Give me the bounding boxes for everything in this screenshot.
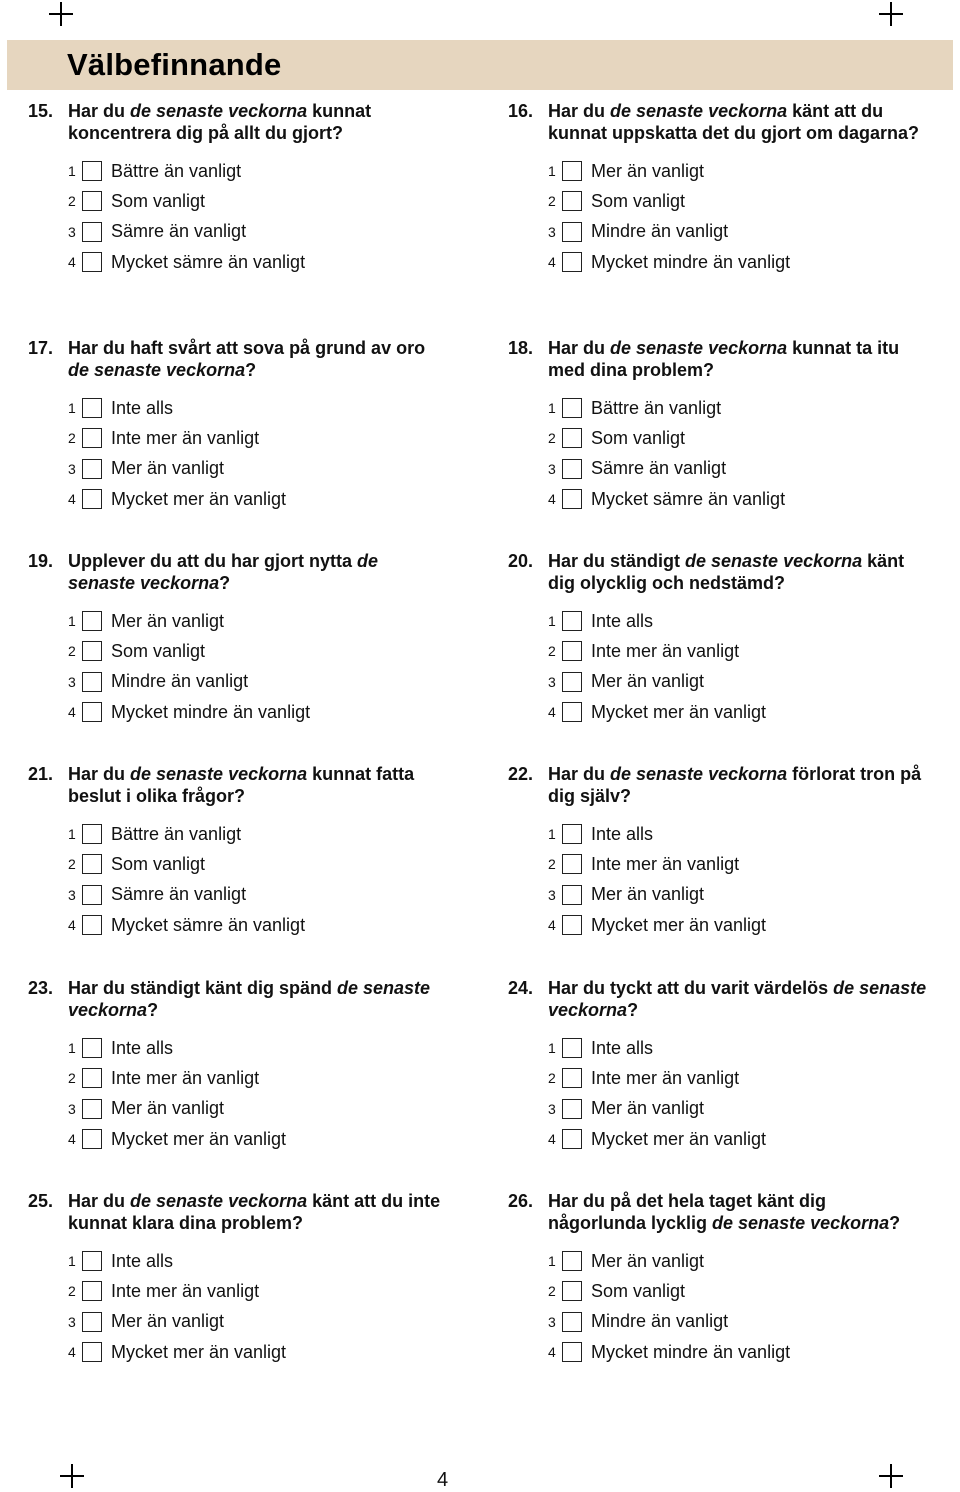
answer-option[interactable] — [68, 819, 448, 849]
option-number: 4 — [68, 254, 76, 271]
option-number: 2 — [68, 643, 76, 660]
option-checkbox[interactable] — [562, 854, 582, 874]
option-checkbox[interactable] — [82, 1342, 102, 1362]
option-number: 2 — [68, 430, 76, 447]
answer-options — [28, 393, 448, 514]
question-block — [28, 1190, 448, 1367]
answer-options — [28, 606, 448, 727]
answer-option[interactable] — [68, 454, 448, 484]
option-number: 3 — [68, 223, 76, 240]
option-number: 2 — [548, 430, 556, 447]
option-checkbox[interactable] — [562, 428, 582, 448]
option-number: 4 — [68, 491, 76, 508]
option-label: Som vanligt — [591, 190, 686, 211]
question-block — [508, 1190, 928, 1367]
question-emphasis: de senaste veckorna — [68, 551, 379, 593]
question-block — [508, 100, 928, 277]
option-checkbox[interactable] — [82, 1281, 102, 1301]
answer-option[interactable] — [68, 1337, 448, 1367]
question-text-part: känt dig olycklig och nedstämd? — [548, 551, 905, 593]
answer-option[interactable] — [68, 1033, 448, 1063]
section-title: Välbefinnande — [67, 47, 282, 82]
option-label: Mycket mer än vanligt — [591, 1128, 767, 1149]
answer-option[interactable] — [548, 247, 928, 277]
option-label: Inte alls — [591, 610, 654, 631]
option-number: 4 — [548, 917, 556, 934]
option-number: 4 — [548, 1344, 556, 1361]
option-number: 2 — [68, 1283, 76, 1300]
option-label: Som vanligt — [111, 190, 206, 211]
option-checkbox[interactable] — [82, 1251, 102, 1271]
option-number: 1 — [548, 1253, 556, 1270]
answer-option[interactable] — [548, 697, 928, 727]
option-label: Inte alls — [591, 823, 654, 844]
answer-option[interactable] — [548, 454, 928, 484]
answer-option[interactable] — [68, 880, 448, 910]
option-number: 3 — [548, 673, 556, 690]
option-number: 2 — [548, 1283, 556, 1300]
answer-option[interactable] — [548, 606, 928, 636]
question-text — [28, 763, 448, 807]
option-label: Mer än vanligt — [591, 160, 705, 181]
answer-option[interactable] — [68, 1094, 448, 1124]
question-text-part: Har du — [548, 338, 611, 358]
option-number: 3 — [68, 1313, 76, 1330]
question-text-part: ? — [147, 1000, 159, 1020]
option-checkbox[interactable] — [82, 885, 102, 905]
option-checkbox[interactable] — [562, 489, 582, 509]
option-checkbox[interactable] — [82, 641, 102, 661]
option-checkbox[interactable] — [82, 252, 102, 272]
option-label: Mer än vanligt — [111, 458, 225, 479]
question-text — [508, 337, 928, 381]
option-checkbox[interactable] — [562, 161, 582, 181]
answer-option[interactable] — [548, 1124, 928, 1154]
option-number: 3 — [68, 673, 76, 690]
option-label: Inte mer än vanligt — [111, 1067, 260, 1088]
option-label: Mer än vanligt — [111, 1311, 225, 1332]
option-number: 4 — [68, 1131, 76, 1148]
option-number: 2 — [548, 643, 556, 660]
question-number: 20. — [508, 551, 534, 571]
option-checkbox[interactable] — [562, 459, 582, 479]
answer-option[interactable] — [68, 393, 448, 423]
question-text — [28, 100, 448, 144]
option-number: 3 — [548, 223, 556, 240]
option-checkbox[interactable] — [82, 702, 102, 722]
option-label: Sämre än vanligt — [591, 458, 727, 479]
option-checkbox[interactable] — [82, 428, 102, 448]
option-label: Mindre än vanligt — [591, 1311, 729, 1332]
option-label: Mer än vanligt — [111, 610, 225, 631]
option-label: Mer än vanligt — [591, 884, 705, 905]
option-number: 3 — [548, 886, 556, 903]
option-number: 2 — [68, 193, 76, 210]
answer-option[interactable] — [68, 1307, 448, 1337]
option-checkbox[interactable] — [562, 824, 582, 844]
question-text — [508, 550, 928, 594]
option-checkbox[interactable] — [562, 398, 582, 418]
question-text-part: kunnat fatta beslut i olika frågor? — [68, 764, 415, 806]
question-block — [28, 550, 448, 727]
answer-option[interactable] — [548, 819, 928, 849]
option-checkbox[interactable] — [82, 1038, 102, 1058]
question-text-part: kunnat ta itu med dina problem? — [548, 338, 900, 380]
question-text-part: Har du ständigt — [548, 551, 686, 571]
answer-options — [508, 156, 928, 277]
option-checkbox[interactable] — [562, 702, 582, 722]
option-checkbox[interactable] — [82, 1129, 102, 1149]
option-checkbox[interactable] — [82, 915, 102, 935]
option-checkbox[interactable] — [82, 1312, 102, 1332]
option-number: 2 — [548, 856, 556, 873]
option-label: Inte alls — [591, 1037, 654, 1058]
option-number: 2 — [68, 856, 76, 873]
option-label: Mer än vanligt — [591, 1098, 705, 1119]
option-checkbox[interactable] — [562, 1251, 582, 1271]
question-number: 21. — [28, 764, 54, 784]
option-number: 1 — [548, 1040, 556, 1057]
option-checkbox[interactable] — [82, 459, 102, 479]
question-number: 19. — [28, 551, 54, 571]
option-label: Inte mer än vanligt — [111, 427, 260, 448]
question-text-part: Har du — [68, 1191, 131, 1211]
question-block — [28, 977, 448, 1154]
question-block — [508, 763, 928, 940]
answer-options — [508, 1246, 928, 1367]
option-label: Inte mer än vanligt — [591, 853, 740, 874]
answer-option[interactable] — [548, 636, 928, 666]
option-checkbox[interactable] — [82, 672, 102, 692]
option-number: 2 — [68, 1070, 76, 1087]
option-number: 1 — [68, 400, 76, 417]
answer-option[interactable] — [68, 1276, 448, 1306]
question-text-part: Upplever du att du har gjort nytta — [68, 551, 358, 571]
question-text-part: ? — [627, 1000, 639, 1020]
question-number: 25. — [28, 1191, 54, 1211]
option-number: 1 — [68, 1040, 76, 1057]
answer-option[interactable] — [548, 1337, 928, 1367]
option-number: 4 — [68, 917, 76, 934]
option-checkbox[interactable] — [82, 854, 102, 874]
option-label: Inte alls — [111, 397, 174, 418]
section-banner — [7, 40, 953, 90]
option-checkbox[interactable] — [562, 252, 582, 272]
answer-option[interactable] — [68, 636, 448, 666]
option-checkbox[interactable] — [562, 611, 582, 631]
option-checkbox[interactable] — [562, 1129, 582, 1149]
option-label: Mycket sämre än vanligt — [111, 914, 306, 935]
option-label: Som vanligt — [111, 853, 206, 874]
option-label: Mycket mer än vanligt — [591, 701, 767, 722]
answer-option[interactable] — [548, 1276, 928, 1306]
answer-option[interactable] — [548, 217, 928, 247]
question-text — [28, 977, 448, 1021]
option-label: Som vanligt — [591, 1280, 686, 1301]
option-label: Mindre än vanligt — [591, 221, 729, 242]
option-label: Mer än vanligt — [111, 1098, 225, 1119]
answer-option[interactable] — [548, 1033, 928, 1063]
question-number: 26. — [508, 1191, 534, 1211]
question-text — [508, 100, 928, 144]
option-number: 4 — [68, 1344, 76, 1361]
option-checkbox[interactable] — [562, 915, 582, 935]
option-label: Mer än vanligt — [591, 1250, 705, 1271]
answer-option[interactable] — [68, 667, 448, 697]
question-number: 23. — [28, 978, 54, 998]
answer-option[interactable] — [68, 186, 448, 216]
option-checkbox[interactable] — [562, 885, 582, 905]
option-number: 1 — [548, 400, 556, 417]
answer-option[interactable] — [68, 156, 448, 186]
answer-option[interactable] — [68, 910, 448, 940]
option-checkbox[interactable] — [82, 489, 102, 509]
question-number: 17. — [28, 338, 54, 358]
option-label: Mycket mer än vanligt — [111, 1341, 287, 1362]
question-emphasis: de senaste veckorna — [610, 764, 788, 784]
option-label: Mycket sämre än vanligt — [591, 488, 786, 509]
answer-option[interactable] — [68, 849, 448, 879]
option-checkbox[interactable] — [562, 1312, 582, 1332]
question-block — [28, 337, 448, 514]
option-number: 1 — [548, 826, 556, 843]
option-number: 3 — [68, 1100, 76, 1117]
question-emphasis: de senaste veckorna — [130, 1191, 308, 1211]
question-block — [28, 100, 448, 277]
answer-option[interactable] — [548, 1307, 928, 1337]
answer-options — [28, 156, 448, 277]
option-number: 1 — [68, 826, 76, 843]
option-number: 3 — [548, 1100, 556, 1117]
answer-option[interactable] — [68, 1063, 448, 1093]
option-number: 4 — [548, 491, 556, 508]
answer-option[interactable] — [68, 606, 448, 636]
option-number: 3 — [68, 460, 76, 477]
option-checkbox[interactable] — [82, 1099, 102, 1119]
option-label: Mycket mindre än vanligt — [591, 251, 791, 272]
option-checkbox[interactable] — [562, 222, 582, 242]
option-checkbox[interactable] — [82, 222, 102, 242]
page-number: 4 — [437, 1469, 449, 1491]
question-text-part: Har du — [548, 764, 611, 784]
question-number: 18. — [508, 338, 534, 358]
question-text-part: känt att du kunnat uppskatta det du gjort om dagarna? — [548, 101, 920, 143]
question-emphasis: de senaste veckorna — [610, 101, 788, 121]
option-number: 1 — [68, 163, 76, 180]
option-checkbox[interactable] — [82, 1068, 102, 1088]
question-block — [508, 977, 928, 1154]
option-checkbox[interactable] — [82, 611, 102, 631]
question-emphasis: de senaste veckorna — [548, 978, 927, 1020]
answer-options — [508, 393, 928, 514]
answer-option[interactable] — [68, 1124, 448, 1154]
question-number: 15. — [28, 101, 54, 121]
question-text — [28, 550, 448, 594]
option-label: Mycket mindre än vanligt — [591, 1341, 791, 1362]
question-text — [508, 977, 928, 1021]
answer-option[interactable] — [548, 393, 928, 423]
answer-options — [28, 1246, 448, 1367]
option-number: 1 — [68, 613, 76, 630]
question-emphasis: de senaste veckorna — [685, 551, 863, 571]
question-text-part: Har du på det hela taget känt dig någorlunda lycklig — [548, 1191, 827, 1233]
question-number: 24. — [508, 978, 534, 998]
answer-options — [508, 819, 928, 940]
question-text — [508, 763, 928, 807]
option-label: Bättre än vanligt — [111, 160, 242, 181]
question-emphasis: de senaste veckorna — [610, 338, 788, 358]
question-text-part: Har du tyckt att du varit värdelös — [548, 978, 834, 998]
question-text-part: ? — [889, 1213, 901, 1233]
option-label: Inte mer än vanligt — [591, 640, 740, 661]
question-text-part: känt att du inte kunnat klara dina problem? — [68, 1191, 441, 1233]
option-number: 4 — [68, 704, 76, 721]
option-label: Sämre än vanligt — [111, 221, 247, 242]
option-label: Som vanligt — [111, 640, 206, 661]
option-checkbox[interactable] — [562, 672, 582, 692]
question-text — [508, 1190, 928, 1234]
option-checkbox[interactable] — [562, 1281, 582, 1301]
option-label: Mindre än vanligt — [111, 671, 249, 692]
option-number: 4 — [548, 1131, 556, 1148]
question-emphasis: de senaste veckorna — [68, 978, 431, 1020]
option-label: Inte alls — [111, 1037, 174, 1058]
question-emphasis: de senaste veckorna — [712, 1213, 890, 1233]
answer-option[interactable] — [548, 186, 928, 216]
question-text — [28, 1190, 448, 1234]
crop-mark-bottom-right — [879, 1464, 903, 1488]
answer-option[interactable] — [548, 423, 928, 453]
answer-option[interactable] — [68, 247, 448, 277]
option-number: 2 — [548, 193, 556, 210]
option-checkbox[interactable] — [562, 641, 582, 661]
option-label: Bättre än vanligt — [591, 397, 722, 418]
question-text-part: ? — [245, 360, 257, 380]
option-checkbox[interactable] — [82, 824, 102, 844]
option-number: 3 — [548, 1313, 556, 1330]
answer-option[interactable] — [548, 667, 928, 697]
option-checkbox[interactable] — [562, 1038, 582, 1058]
answer-option[interactable] — [548, 880, 928, 910]
answer-option[interactable] — [68, 423, 448, 453]
option-label: Mycket mer än vanligt — [111, 1128, 287, 1149]
option-checkbox[interactable] — [82, 398, 102, 418]
answer-options — [508, 1033, 928, 1154]
option-number: 1 — [548, 613, 556, 630]
option-label: Sämre än vanligt — [111, 884, 247, 905]
question-block — [28, 763, 448, 940]
answer-option[interactable] — [68, 1246, 448, 1276]
question-number: 22. — [508, 764, 534, 784]
option-checkbox[interactable] — [562, 1099, 582, 1119]
answer-option[interactable] — [68, 697, 448, 727]
question-block — [508, 337, 928, 514]
option-checkbox[interactable] — [562, 1342, 582, 1362]
option-number: 1 — [68, 1253, 76, 1270]
question-emphasis: de senaste veckorna — [130, 764, 308, 784]
option-number: 1 — [548, 163, 556, 180]
option-number: 4 — [548, 704, 556, 721]
option-checkbox[interactable] — [562, 191, 582, 211]
question-text-part: ? — [219, 573, 231, 593]
option-label: Inte mer än vanligt — [591, 1067, 740, 1088]
answer-option[interactable] — [548, 1063, 928, 1093]
option-label: Mycket sämre än vanligt — [111, 251, 306, 272]
option-label: Mycket mindre än vanligt — [111, 701, 311, 722]
answer-options — [508, 606, 928, 727]
answer-option[interactable] — [548, 1246, 928, 1276]
option-label: Mycket mer än vanligt — [111, 488, 287, 509]
answer-option[interactable] — [68, 484, 448, 514]
option-number: 3 — [548, 460, 556, 477]
answer-option[interactable] — [68, 217, 448, 247]
answer-options — [28, 819, 448, 940]
question-text-part: Har du — [68, 764, 131, 784]
option-label: Mer än vanligt — [591, 671, 705, 692]
option-label: Som vanligt — [591, 427, 686, 448]
answer-option[interactable] — [548, 910, 928, 940]
question-text-part: Har du ständigt känt dig spänd — [68, 978, 338, 998]
option-number: 4 — [548, 254, 556, 271]
option-checkbox[interactable] — [82, 161, 102, 181]
question-emphasis: de senaste veckorna — [130, 101, 308, 121]
answer-options — [28, 1033, 448, 1154]
question-text-part: Har du haft svårt att sova på grund av oro — [68, 338, 426, 358]
question-number: 16. — [508, 101, 534, 121]
option-number: 3 — [68, 886, 76, 903]
crop-mark-top-left — [49, 2, 73, 26]
answer-option[interactable] — [548, 1094, 928, 1124]
answer-option[interactable] — [548, 156, 928, 186]
question-emphasis: de senaste veckorna — [68, 360, 246, 380]
option-label: Bättre än vanligt — [111, 823, 242, 844]
option-label: Inte alls — [111, 1250, 174, 1271]
question-block — [508, 550, 928, 727]
question-text-part: Har du — [548, 101, 611, 121]
option-label: Mycket mer än vanligt — [591, 914, 767, 935]
option-label: Inte mer än vanligt — [111, 1280, 260, 1301]
question-text-part: kunnat koncentrera dig på allt du gjort? — [68, 101, 372, 143]
option-number: 2 — [548, 1070, 556, 1087]
question-text — [28, 337, 448, 381]
option-checkbox[interactable] — [562, 1068, 582, 1088]
crop-mark-top-right — [879, 2, 903, 26]
answer-option[interactable] — [548, 484, 928, 514]
crop-mark-bottom-left — [60, 1464, 84, 1488]
question-text-part: Har du — [68, 101, 131, 121]
option-checkbox[interactable] — [82, 191, 102, 211]
question-text-part: förlorat tron på dig själv? — [548, 764, 922, 806]
answer-option[interactable] — [548, 849, 928, 879]
